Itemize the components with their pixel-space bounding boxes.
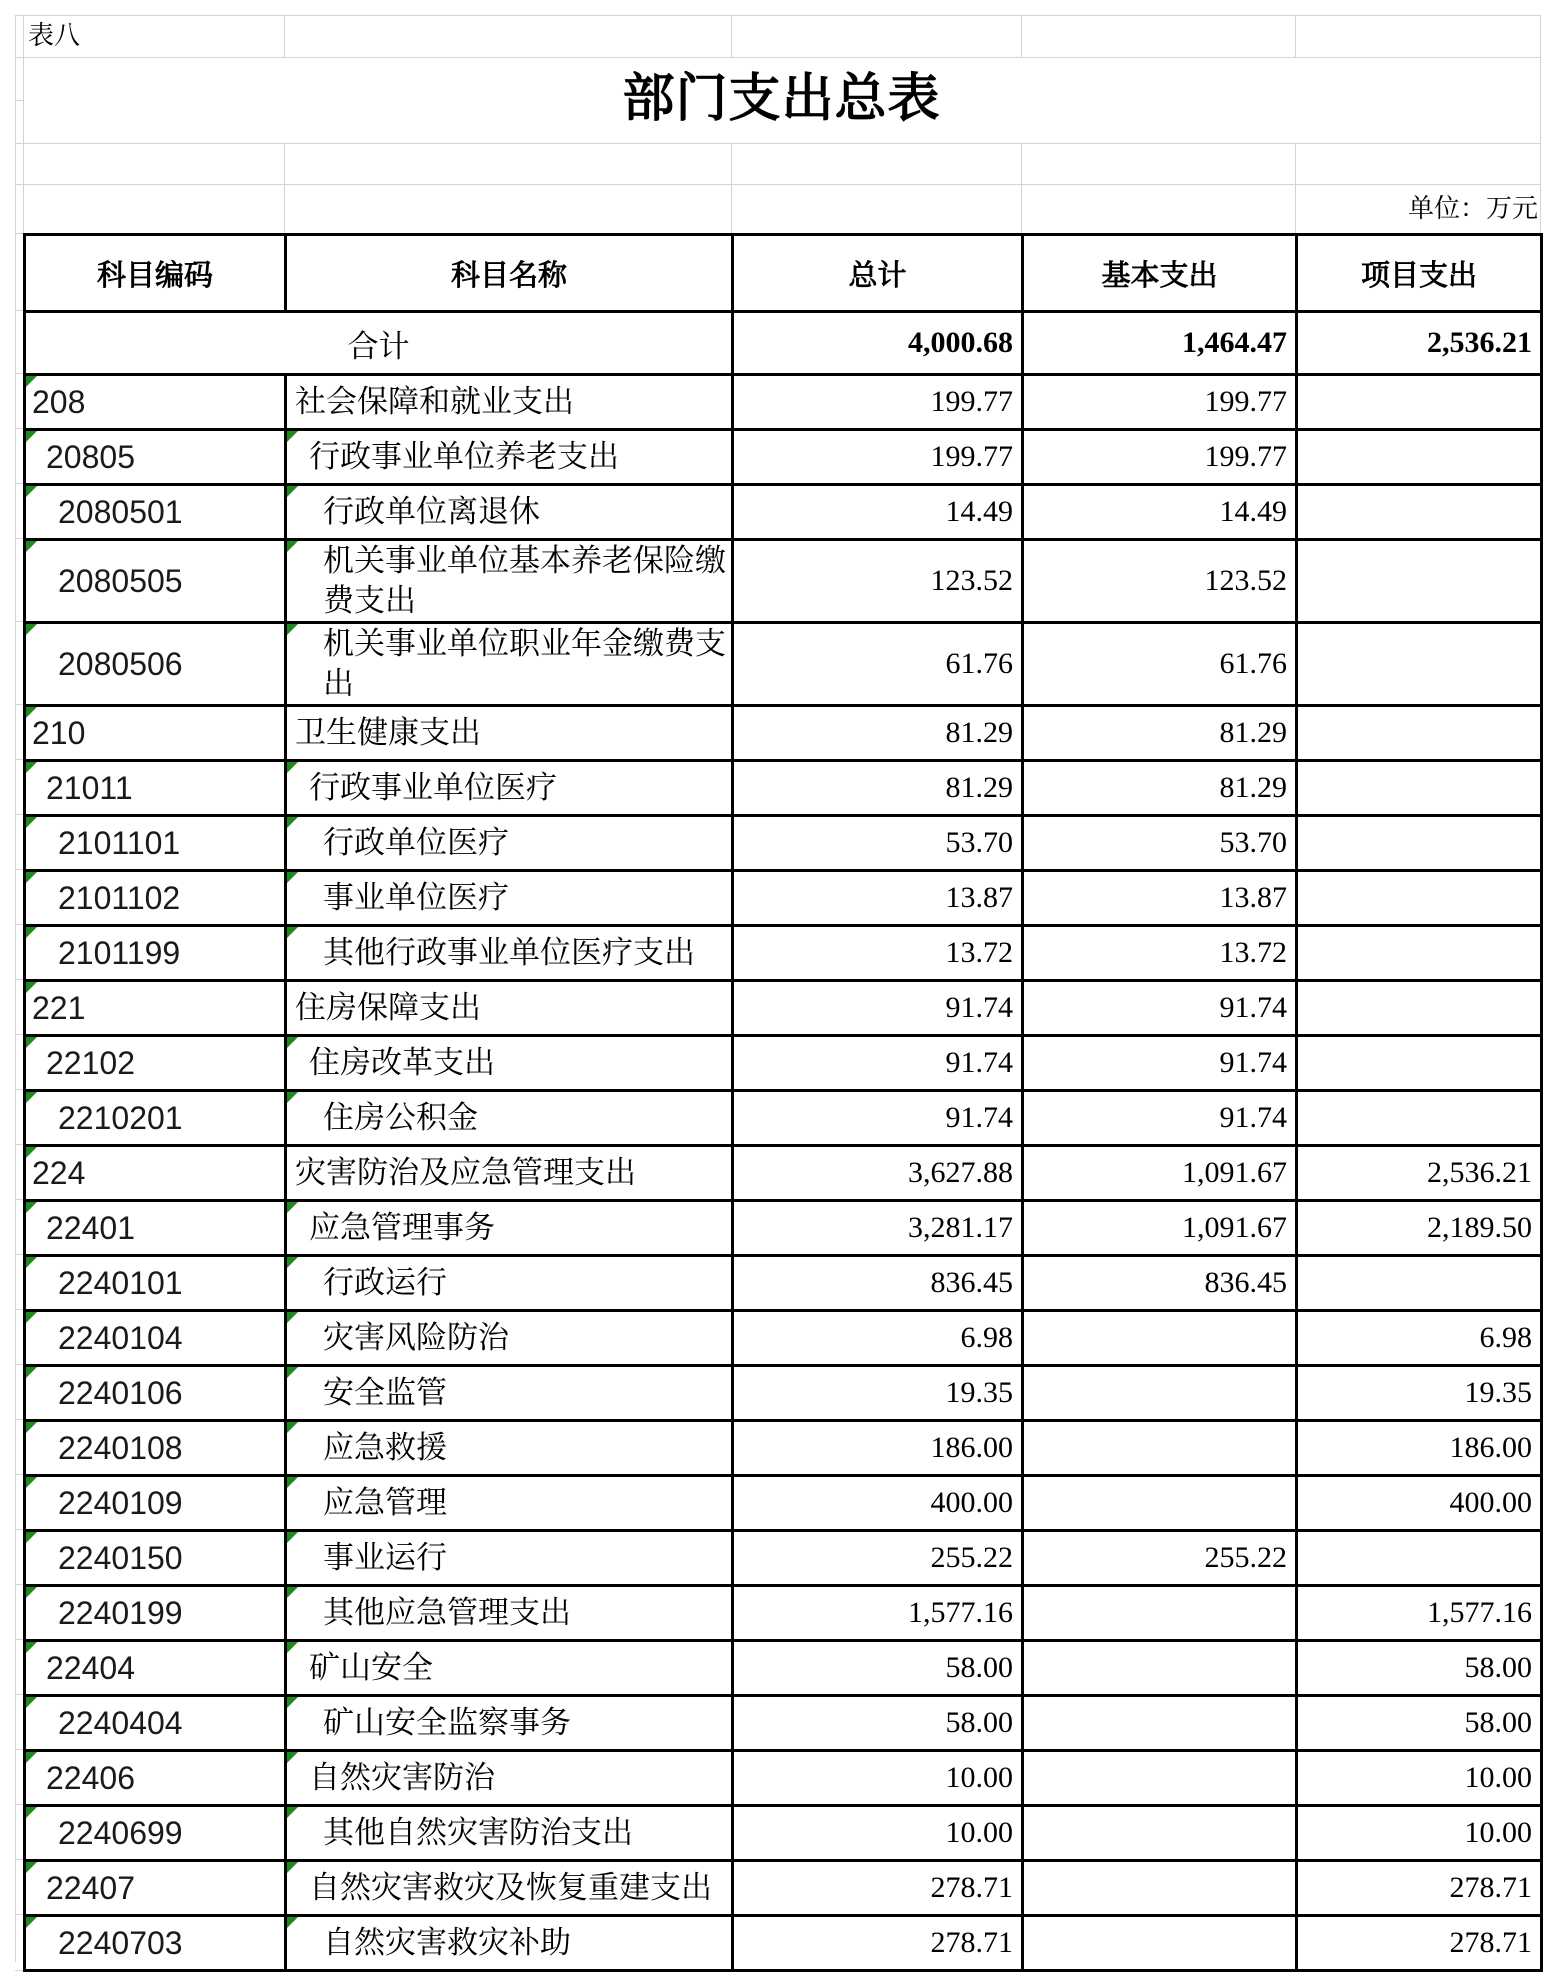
gridline (15, 1694, 23, 1695)
error-indicator-icon (287, 817, 298, 828)
error-indicator-icon (26, 707, 37, 718)
error-indicator-icon (26, 1587, 37, 1598)
error-indicator-icon (26, 1697, 37, 1708)
code-cell[interactable]: 20805 (25, 430, 286, 485)
gridline (15, 483, 23, 484)
total-cell[interactable]: 81.29 (733, 761, 1023, 816)
error-indicator-icon (26, 1917, 37, 1928)
error-indicator-icon (287, 1092, 298, 1103)
gridline (15, 1474, 23, 1475)
project-cell[interactable] (1297, 430, 1542, 485)
gridline (15, 759, 23, 760)
project-cell[interactable]: 58.00 (1297, 1641, 1542, 1696)
name-cell[interactable]: 其他自然灾害防治支出 (286, 1806, 733, 1861)
header-subject-name: 科目名称 (286, 235, 733, 312)
basic-cell[interactable]: 123.52 (1023, 540, 1297, 623)
name-cell[interactable]: 灾害风险防治 (286, 1311, 733, 1366)
gridline (15, 233, 23, 234)
code-cell[interactable]: 2240150 (25, 1531, 286, 1586)
gridline (15, 100, 23, 101)
error-indicator-icon (287, 1752, 298, 1763)
error-indicator-icon (26, 1312, 37, 1323)
name-cell[interactable]: 行政单位医疗 (286, 816, 733, 871)
code-cell[interactable]: 2101199 (25, 926, 286, 981)
table-row (25, 430, 1542, 485)
code-cell[interactable]: 2101101 (25, 816, 286, 871)
error-indicator-icon (26, 982, 37, 993)
code-cell[interactable]: 2101102 (25, 871, 286, 926)
gridline (1021, 15, 1022, 57)
total-cell[interactable]: 278.71 (733, 1861, 1023, 1916)
code-cell[interactable]: 2240106 (25, 1366, 286, 1421)
gridline (1295, 15, 1296, 57)
table-row (25, 1311, 1542, 1366)
basic-cell[interactable] (1023, 1311, 1297, 1366)
error-indicator-icon (287, 1862, 298, 1873)
code-cell[interactable]: 22407 (25, 1861, 286, 1916)
gridline (284, 143, 285, 233)
header-subject-code: 科目编码 (25, 235, 286, 312)
total-cell[interactable]: 61.76 (733, 623, 1023, 706)
code-cell[interactable]: 2240108 (25, 1421, 286, 1476)
error-indicator-icon (287, 872, 298, 883)
basic-cell[interactable] (1023, 1641, 1297, 1696)
basic-cell[interactable]: 836.45 (1023, 1256, 1297, 1311)
name-cell[interactable]: 行政事业单位养老支出 (286, 430, 733, 485)
code-cell[interactable]: 2080506 (25, 623, 286, 706)
project-cell[interactable] (1297, 926, 1542, 981)
basic-cell[interactable]: 13.87 (1023, 871, 1297, 926)
gridline (15, 15, 16, 1962)
total-basic-cell[interactable]: 1,464.47 (1023, 312, 1297, 375)
total-cell[interactable]: 278.71 (733, 1916, 1023, 1971)
code-cell[interactable]: 2240101 (25, 1256, 286, 1311)
error-indicator-icon (26, 1807, 37, 1818)
name-cell[interactable]: 住房改革支出 (286, 1036, 733, 1091)
error-indicator-icon (287, 1917, 298, 1928)
gridline (15, 1309, 23, 1310)
table-row (25, 1476, 1542, 1531)
name-cell[interactable]: 应急管理事务 (286, 1201, 733, 1256)
error-indicator-icon (26, 1422, 37, 1433)
basic-cell[interactable]: 1,091.67 (1023, 1201, 1297, 1256)
error-indicator-icon (287, 1202, 298, 1213)
gridline (15, 1199, 23, 1200)
code-cell[interactable]: 2080505 (25, 540, 286, 623)
table-row (25, 375, 1542, 430)
name-cell[interactable]: 其他应急管理支出 (286, 1586, 733, 1641)
table-row (25, 1806, 1542, 1861)
gridline (1021, 143, 1022, 233)
name-cell[interactable]: 事业单位医疗 (286, 871, 733, 926)
name-cell[interactable]: 行政事业单位医疗 (286, 761, 733, 816)
total-cell[interactable]: 255.22 (733, 1531, 1023, 1586)
gridline (15, 1529, 23, 1530)
total-project-cell[interactable]: 2,536.21 (1297, 312, 1542, 375)
name-cell[interactable]: 灾害防治及应急管理支出 (286, 1146, 733, 1201)
gridline (15, 814, 23, 815)
basic-cell[interactable]: 81.29 (1023, 761, 1297, 816)
table-row (25, 1531, 1542, 1586)
name-cell[interactable]: 社会保障和就业支出 (286, 375, 733, 430)
error-indicator-icon (26, 1037, 37, 1048)
name-cell[interactable]: 住房保障支出 (286, 981, 733, 1036)
project-cell[interactable]: 1,577.16 (1297, 1586, 1542, 1641)
header-total: 总计 (733, 235, 1023, 312)
total-cell[interactable]: 13.72 (733, 926, 1023, 981)
name-cell[interactable]: 矿山安全 (286, 1641, 733, 1696)
gridline (15, 869, 23, 870)
gridline (1540, 15, 1541, 233)
basic-cell[interactable]: 1,091.67 (1023, 1146, 1297, 1201)
error-indicator-icon (26, 1202, 37, 1213)
gridline (15, 1144, 23, 1145)
error-indicator-icon (26, 486, 37, 497)
table-row (25, 1586, 1542, 1641)
table-row (25, 485, 1542, 540)
code-cell[interactable]: 22401 (25, 1201, 286, 1256)
error-indicator-icon (26, 817, 37, 828)
table-row (25, 761, 1542, 816)
name-cell[interactable]: 卫生健康支出 (286, 706, 733, 761)
name-cell[interactable]: 安全监管 (286, 1366, 733, 1421)
error-indicator-icon (26, 1477, 37, 1488)
basic-cell[interactable] (1023, 1476, 1297, 1531)
basic-cell[interactable]: 53.70 (1023, 816, 1297, 871)
error-indicator-icon (287, 1422, 298, 1433)
gridline (15, 1804, 23, 1805)
total-cell[interactable]: 13.87 (733, 871, 1023, 926)
table-row (25, 816, 1542, 871)
total-sum-cell[interactable]: 4,000.68 (733, 312, 1023, 375)
total-label-cell[interactable]: 合计 (25, 312, 733, 375)
gridline (15, 1970, 23, 1971)
basic-cell[interactable] (1023, 1861, 1297, 1916)
gridline (15, 1364, 23, 1365)
table-number-label: 表八 (28, 21, 81, 50)
code-cell[interactable]: 22102 (25, 1036, 286, 1091)
total-cell[interactable]: 400.00 (733, 1476, 1023, 1531)
total-cell[interactable]: 199.77 (733, 375, 1023, 430)
basic-cell[interactable] (1023, 1366, 1297, 1421)
gridline (15, 924, 23, 925)
error-indicator-icon (26, 541, 37, 552)
table-row (25, 1091, 1542, 1146)
expenditure-table (23, 233, 1543, 1972)
project-cell[interactable] (1297, 1531, 1542, 1586)
table-row (25, 1861, 1542, 1916)
error-indicator-icon (287, 1587, 298, 1598)
total-cell[interactable]: 199.77 (733, 430, 1023, 485)
error-indicator-icon (287, 762, 298, 773)
code-cell[interactable]: 22406 (25, 1751, 286, 1806)
table-row (25, 1036, 1542, 1091)
gridline (15, 1639, 23, 1640)
error-indicator-icon (287, 1532, 298, 1543)
basic-cell[interactable]: 91.74 (1023, 981, 1297, 1036)
basic-cell[interactable]: 199.77 (1023, 375, 1297, 430)
total-cell[interactable]: 91.74 (733, 981, 1023, 1036)
code-cell[interactable]: 2240404 (25, 1696, 286, 1751)
name-cell[interactable]: 应急管理 (286, 1476, 733, 1531)
code-cell[interactable]: 22404 (25, 1641, 286, 1696)
table-row (25, 871, 1542, 926)
name-cell[interactable]: 行政单位离退休 (286, 485, 733, 540)
gridline (15, 704, 23, 705)
error-indicator-icon (287, 1037, 298, 1048)
total-cell[interactable]: 19.35 (733, 1366, 1023, 1421)
total-cell[interactable]: 836.45 (733, 1256, 1023, 1311)
basic-cell[interactable]: 81.29 (1023, 706, 1297, 761)
basic-cell[interactable]: 13.72 (1023, 926, 1297, 981)
error-indicator-icon (26, 1752, 37, 1763)
header-row (25, 235, 1542, 312)
project-cell[interactable]: 19.35 (1297, 1366, 1542, 1421)
error-indicator-icon (26, 376, 37, 387)
page-title: 部门支出总表 (622, 71, 941, 128)
gridline (15, 1859, 23, 1860)
code-cell[interactable]: 2240703 (25, 1916, 286, 1971)
error-indicator-icon (287, 1312, 298, 1323)
basic-cell[interactable]: 61.76 (1023, 623, 1297, 706)
table-row (25, 1751, 1542, 1806)
name-cell[interactable]: 其他行政事业单位医疗支出 (286, 926, 733, 981)
error-indicator-icon (26, 1367, 37, 1378)
code-cell[interactable]: 2240109 (25, 1476, 286, 1531)
error-indicator-icon (26, 1092, 37, 1103)
gridline (15, 538, 23, 539)
basic-cell[interactable] (1023, 1586, 1297, 1641)
table-row (25, 1696, 1542, 1751)
error-indicator-icon (287, 541, 298, 552)
error-indicator-icon (26, 1532, 37, 1543)
error-indicator-icon (287, 624, 298, 635)
error-indicator-icon (26, 1862, 37, 1873)
code-cell[interactable]: 224 (25, 1146, 286, 1201)
error-indicator-icon (287, 1807, 298, 1818)
basic-cell[interactable]: 91.74 (1023, 1036, 1297, 1091)
total-cell[interactable]: 123.52 (733, 540, 1023, 623)
header-basic: 基本支出 (1023, 235, 1297, 312)
project-cell[interactable] (1297, 1036, 1542, 1091)
project-cell[interactable]: 10.00 (1297, 1751, 1542, 1806)
project-cell[interactable] (1297, 1256, 1542, 1311)
unit-note: 单位：万元 (1407, 194, 1538, 223)
project-cell[interactable]: 6.98 (1297, 1311, 1542, 1366)
table-row (25, 981, 1542, 1036)
total-cell[interactable]: 81.29 (733, 706, 1023, 761)
gridline (284, 15, 285, 57)
project-cell[interactable]: 10.00 (1297, 1806, 1542, 1861)
basic-cell[interactable] (1023, 1696, 1297, 1751)
gridline (731, 143, 732, 233)
total-cell[interactable]: 14.49 (733, 485, 1023, 540)
error-indicator-icon (287, 431, 298, 442)
basic-cell[interactable] (1023, 1421, 1297, 1476)
total-row (25, 312, 1542, 375)
total-cell[interactable]: 3,627.88 (733, 1146, 1023, 1201)
total-cell[interactable]: 1,577.16 (733, 1586, 1023, 1641)
name-cell[interactable]: 住房公积金 (286, 1091, 733, 1146)
table-row (25, 623, 1542, 706)
error-indicator-icon (26, 1147, 37, 1158)
name-cell[interactable]: 事业运行 (286, 1531, 733, 1586)
table-row (25, 706, 1542, 761)
code-cell[interactable]: 208 (25, 375, 286, 430)
name-cell[interactable]: 自然灾害救灾及恢复重建支出 (286, 1861, 733, 1916)
project-cell[interactable] (1297, 375, 1542, 430)
gridline (15, 1914, 23, 1915)
project-cell[interactable]: 400.00 (1297, 1476, 1542, 1531)
total-cell[interactable]: 58.00 (733, 1696, 1023, 1751)
project-cell[interactable]: 58.00 (1297, 1696, 1542, 1751)
table-row (25, 540, 1542, 623)
project-cell[interactable]: 2,536.21 (1297, 1146, 1542, 1201)
gridline (15, 1419, 23, 1420)
error-indicator-icon (287, 1257, 298, 1268)
error-indicator-icon (26, 762, 37, 773)
project-cell[interactable] (1297, 761, 1542, 816)
total-cell[interactable]: 10.00 (733, 1806, 1023, 1861)
name-cell[interactable]: 行政运行 (286, 1256, 733, 1311)
name-cell[interactable]: 应急救援 (286, 1421, 733, 1476)
gridline (15, 310, 23, 311)
total-cell[interactable]: 53.70 (733, 816, 1023, 871)
gridline (15, 15, 1540, 16)
total-cell[interactable]: 186.00 (733, 1421, 1023, 1476)
error-indicator-icon (287, 486, 298, 497)
error-indicator-icon (26, 624, 37, 635)
gridline (15, 979, 23, 980)
gridline (731, 15, 732, 57)
code-cell[interactable]: 21011 (25, 761, 286, 816)
project-cell[interactable] (1297, 1091, 1542, 1146)
basic-cell[interactable] (1023, 1806, 1297, 1861)
table-row (25, 1201, 1542, 1256)
project-cell[interactable]: 278.71 (1297, 1861, 1542, 1916)
code-cell[interactable]: 2210201 (25, 1091, 286, 1146)
name-cell[interactable]: 机关事业单位基本养老保险缴费支出 (286, 540, 733, 623)
total-cell[interactable]: 3,281.17 (733, 1201, 1023, 1256)
error-indicator-icon (287, 1367, 298, 1378)
project-cell[interactable] (1297, 871, 1542, 926)
gridline (15, 1034, 23, 1035)
total-cell[interactable]: 91.74 (733, 1091, 1023, 1146)
table-row (25, 1366, 1542, 1421)
code-cell[interactable]: 221 (25, 981, 286, 1036)
error-indicator-icon (26, 1257, 37, 1268)
project-cell[interactable] (1297, 981, 1542, 1036)
project-cell[interactable] (1297, 816, 1542, 871)
code-cell[interactable]: 2080501 (25, 485, 286, 540)
error-indicator-icon (26, 1642, 37, 1653)
error-indicator-icon (287, 927, 298, 938)
project-cell[interactable]: 186.00 (1297, 1421, 1542, 1476)
header-project: 项目支出 (1297, 235, 1542, 312)
basic-cell[interactable]: 91.74 (1023, 1091, 1297, 1146)
error-indicator-icon (26, 431, 37, 442)
table-row (25, 1421, 1542, 1476)
error-indicator-icon (287, 1642, 298, 1653)
gridline (15, 373, 23, 374)
basic-cell[interactable]: 255.22 (1023, 1531, 1297, 1586)
total-cell[interactable]: 10.00 (733, 1751, 1023, 1806)
gridline (15, 1254, 23, 1255)
project-cell[interactable] (1297, 540, 1542, 623)
gridline (15, 143, 1540, 144)
total-cell[interactable]: 6.98 (733, 1311, 1023, 1366)
name-cell[interactable]: 自然灾害救灾补助 (286, 1916, 733, 1971)
code-cell[interactable]: 210 (25, 706, 286, 761)
basic-cell[interactable]: 14.49 (1023, 485, 1297, 540)
table-row (25, 1146, 1542, 1201)
gridline (15, 428, 23, 429)
gridline (15, 1089, 23, 1090)
gridline (15, 621, 23, 622)
error-indicator-icon (26, 872, 37, 883)
project-cell[interactable] (1297, 706, 1542, 761)
total-cell[interactable]: 91.74 (733, 1036, 1023, 1091)
project-cell[interactable] (1297, 485, 1542, 540)
project-cell[interactable]: 2,189.50 (1297, 1201, 1542, 1256)
table-row (25, 1256, 1542, 1311)
table-row (25, 1916, 1542, 1971)
total-cell[interactable]: 58.00 (733, 1641, 1023, 1696)
gridline (15, 1749, 23, 1750)
error-indicator-icon (287, 1697, 298, 1708)
code-cell[interactable]: 2240699 (25, 1806, 286, 1861)
error-indicator-icon (287, 1477, 298, 1488)
basic-cell[interactable] (1023, 1916, 1297, 1971)
gridline (15, 1584, 23, 1585)
error-indicator-icon (26, 927, 37, 938)
table-row (25, 926, 1542, 981)
name-cell[interactable]: 机关事业单位职业年金缴费支出 (286, 623, 733, 706)
basic-cell[interactable]: 199.77 (1023, 430, 1297, 485)
name-cell[interactable]: 矿山安全监察事务 (286, 1696, 733, 1751)
project-cell[interactable] (1297, 623, 1542, 706)
code-cell[interactable]: 2240199 (25, 1586, 286, 1641)
basic-cell[interactable] (1023, 1751, 1297, 1806)
name-cell[interactable]: 自然灾害防治 (286, 1751, 733, 1806)
project-cell[interactable]: 278.71 (1297, 1916, 1542, 1971)
code-cell[interactable]: 2240104 (25, 1311, 286, 1366)
table-header (25, 235, 1542, 312)
table-row (25, 1641, 1542, 1696)
